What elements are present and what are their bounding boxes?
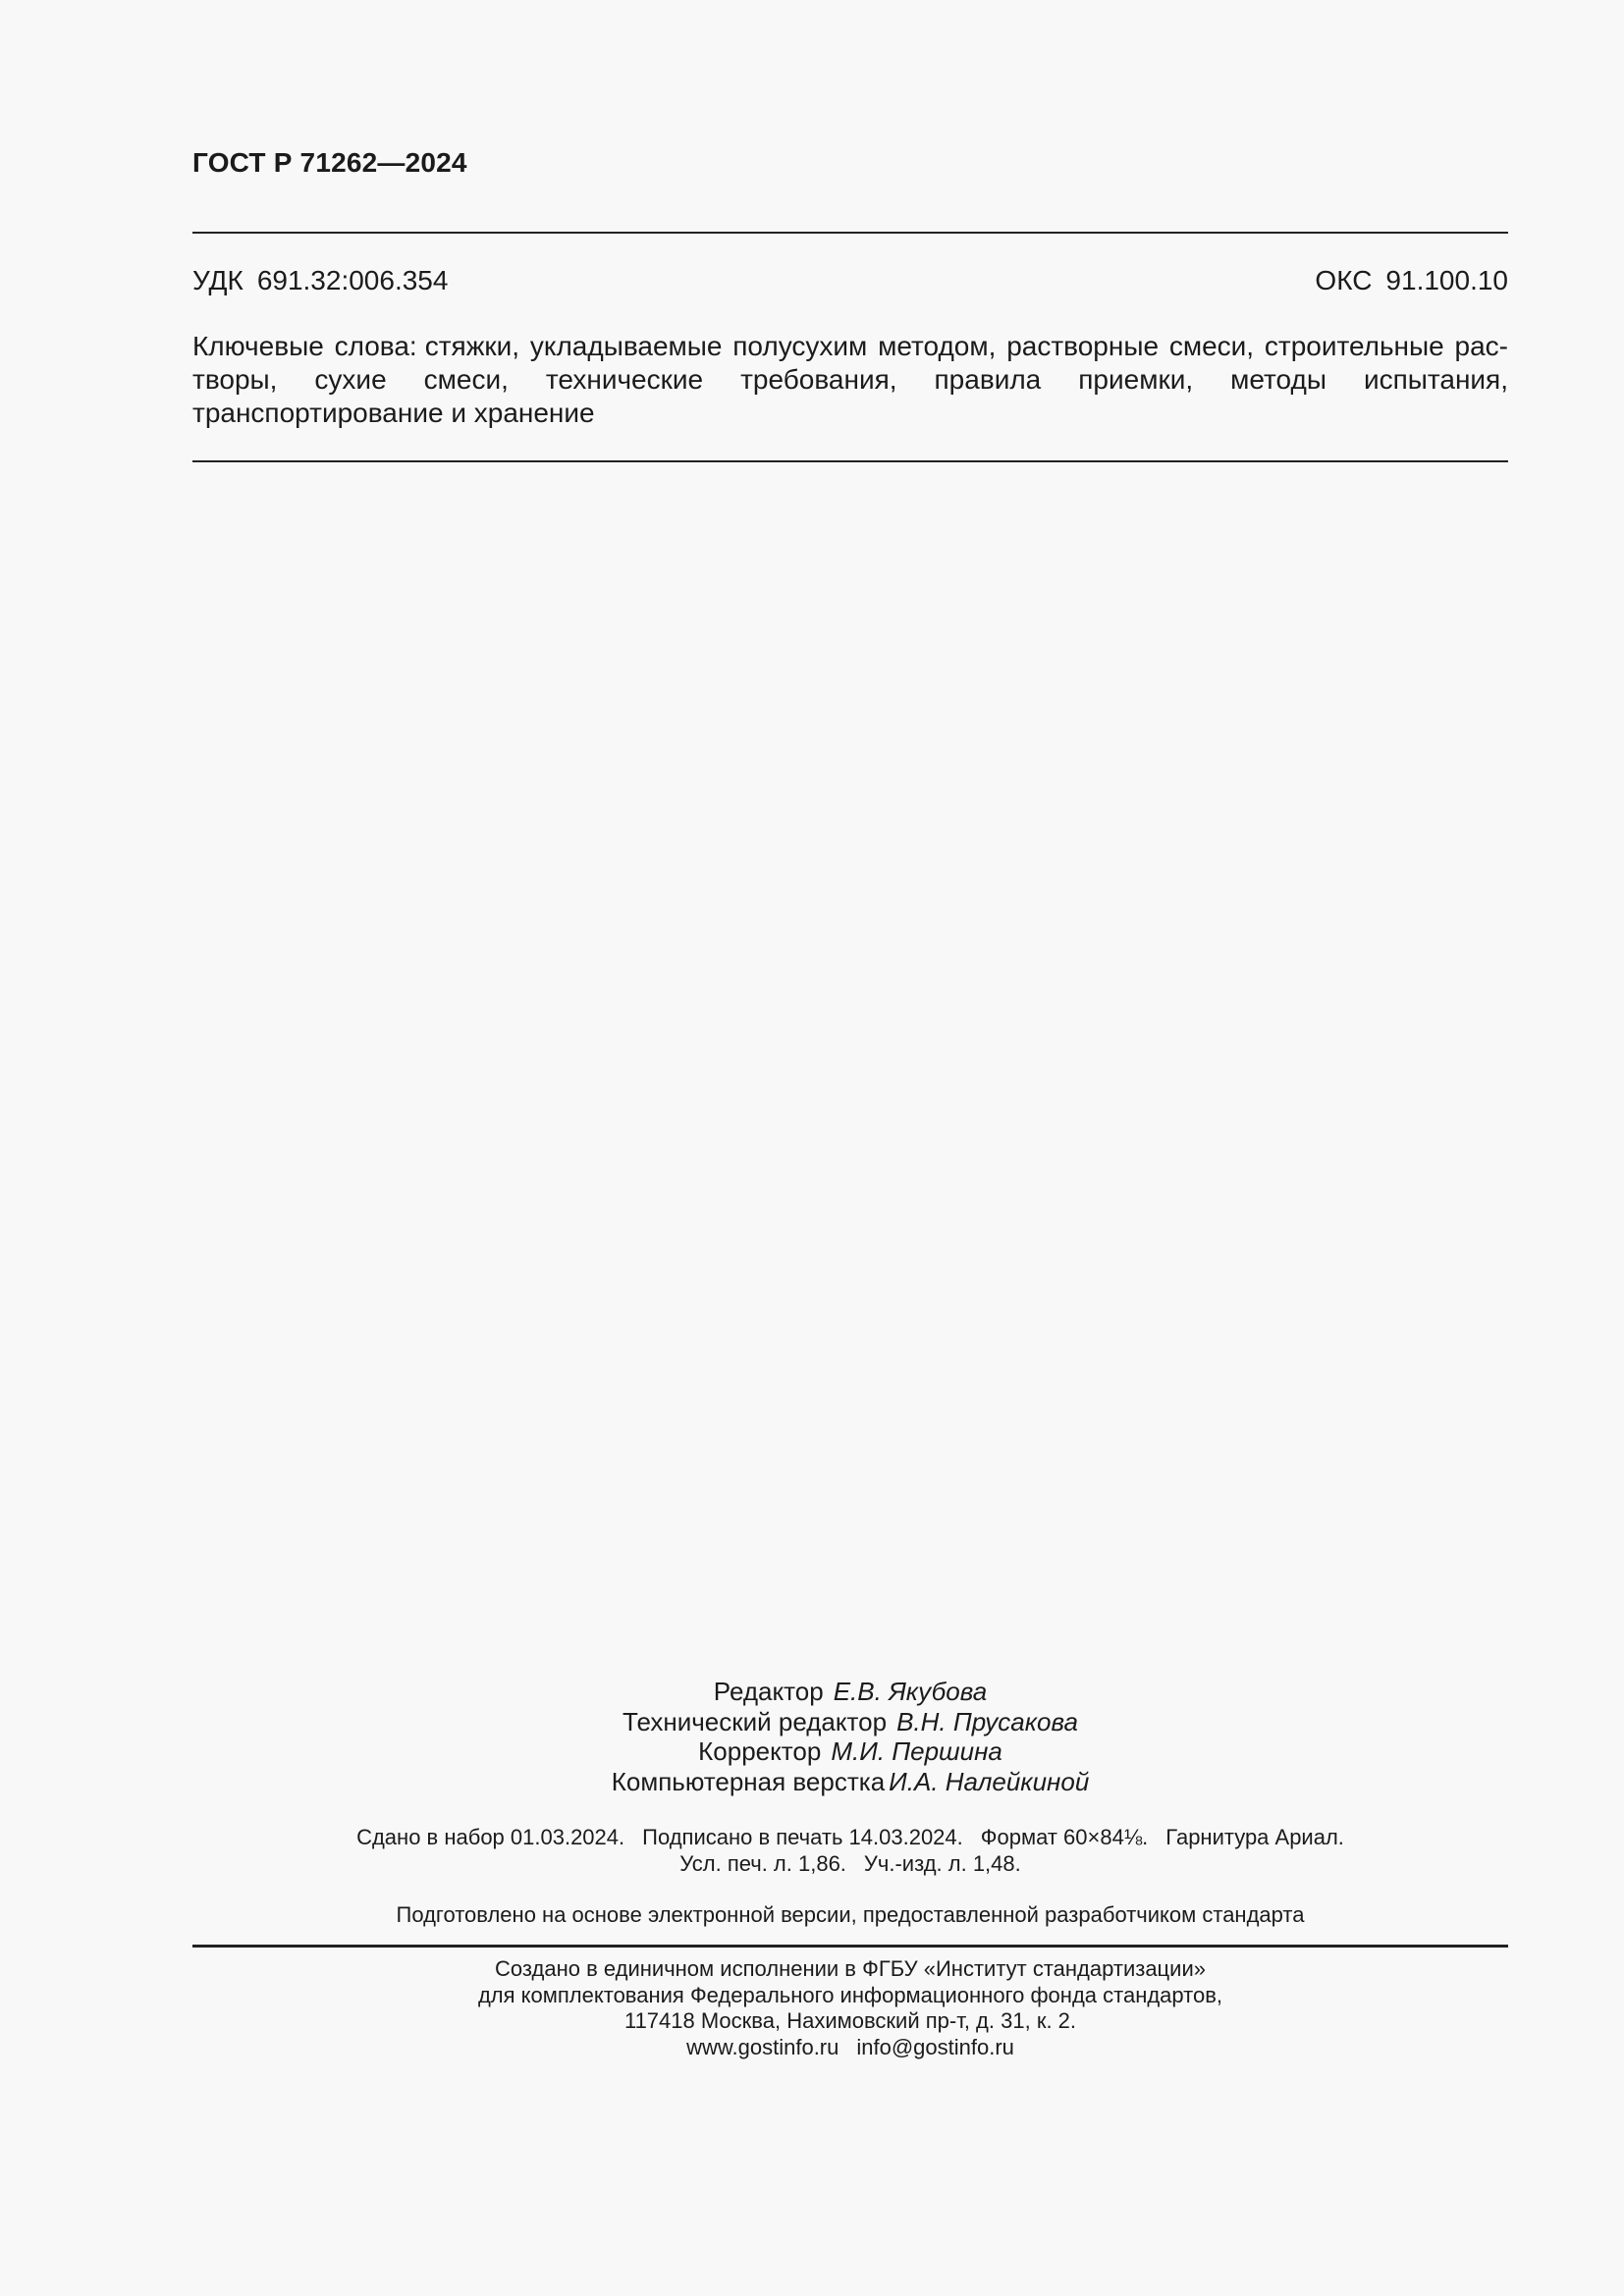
print-detail: Формат 60×84⅛. [980,1825,1149,1849]
print-detail: Гарнитура Ариал. [1165,1825,1344,1849]
oks-value: 91.100.10 [1385,265,1508,295]
publisher-divider [192,1945,1508,1948]
publisher-line: для комплектования Федерального информационного фонда стандартов, [477,1982,1223,2007]
print-line-2 [192,1850,1508,1877]
print-line-1 [192,1824,1508,1850]
website-link[interactable]: www.gostinfo.ru [686,2034,839,2059]
print-detail: Усл. печ. л. 1,86. [679,1851,846,1876]
classification-row [192,265,1508,296]
staff-name: В.Н. Прусакова [896,1706,1078,1736]
staff-role: Корректор [698,1736,822,1766]
top-divider [192,232,1508,234]
publisher-info [192,1956,1508,2060]
print-detail: Подписано в печать 14.03.2024. [642,1825,963,1849]
document-id: ГОСТ Р 71262—2024 [192,147,467,178]
udk-label: УДК [192,265,244,295]
staff-role: Технический редактор [623,1706,888,1736]
print-detail: Уч.-изд. л. 1,48. [863,1851,1021,1876]
staff-name: И.А. Налейкиной [889,1766,1090,1796]
staff-line [192,1767,1508,1797]
staff-credits [192,1677,1508,1796]
publisher-line: Создано в единичном исполнении в ФГБУ «Институт стандартизации» [495,1956,1206,1981]
email-link[interactable]: info@gostinfo.ru [856,2034,1014,2059]
keywords-divider [192,460,1508,462]
keywords-text: стяжки, укладываемые полусухим методом, растворные смеси, строительные растворы, сухие смеси, технические требования, правила приемки, методы испытания, транспортирование и хранение [192,331,1508,428]
staff-name: Е.В. Якубова [833,1677,988,1706]
staff-role: Компьютерная верстка [611,1766,886,1796]
keywords-label: Ключевые слова: [192,331,417,361]
staff-line [192,1677,1508,1707]
print-details [192,1824,1508,1877]
udk-code [192,265,448,296]
publisher-address: 117418 Москва, Нахимовский пр-т, д. 31, к. 2. [623,2008,1077,2033]
udk-value: 691.32:006.354 [256,265,449,295]
staff-line [192,1736,1508,1767]
staff-name: М.И. Першина [831,1736,1002,1766]
staff-line [192,1707,1508,1737]
staff-role: Редактор [713,1677,824,1706]
oks-code [1315,265,1508,296]
print-detail: Сдано в набор 01.03.2024. [356,1825,625,1849]
oks-label: ОКС [1315,265,1373,295]
prepared-note: Подготовлено на основе электронной версии, предоставленной разработчиком стандарта [396,1902,1305,1927]
publisher-contacts [192,2035,1508,2061]
keywords-paragraph [192,330,1508,430]
